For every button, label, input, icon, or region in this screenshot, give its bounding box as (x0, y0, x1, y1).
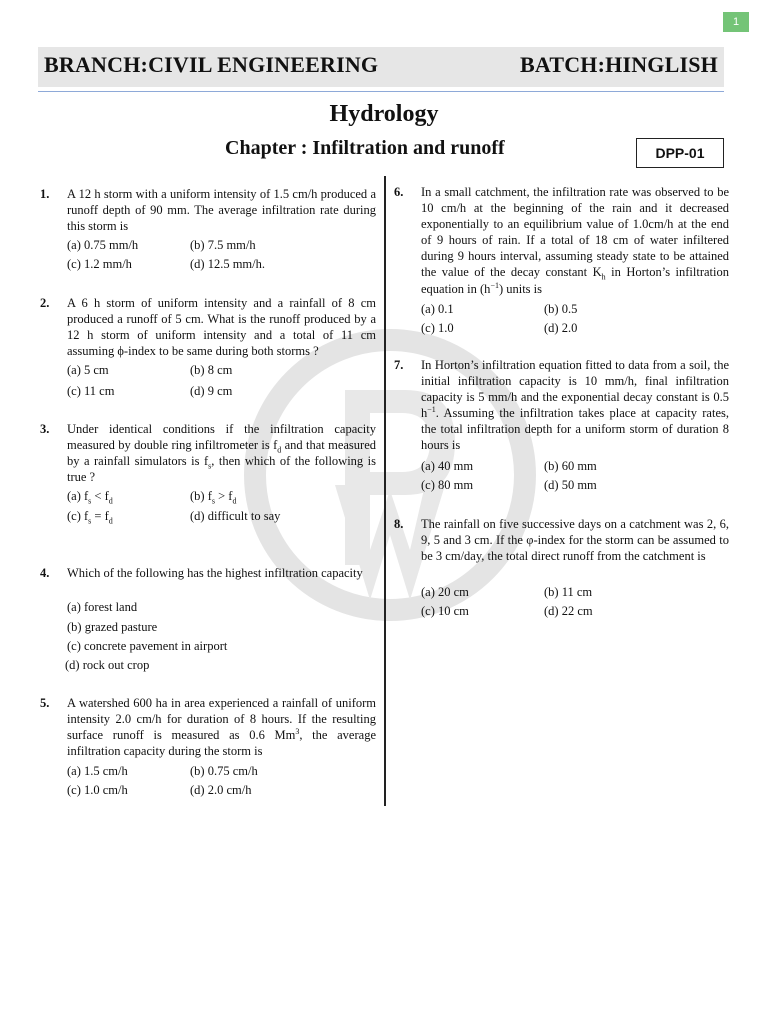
question-number: 8. (394, 517, 404, 531)
question-text: In a small catchment, the infiltration rate was observed to be 10 cm/h at the beginning of the rain and it decreased exponentially to an equilibrium value of 1.0cm/h at the end of 9 hours of rain. If a total of 18 cm of water infiltered during 9 hours interval, assuming steady state to be attained the value of the decay constant $K_h$ in Horton’s infiltration equation in $(h^{-1})$ units is (421, 185, 729, 296)
option-d: (d) difficult to say (190, 509, 281, 523)
option-c: (c) $f_s = f_d$ (67, 509, 113, 526)
option-c: (c) 80 mm (421, 478, 474, 492)
option-c: (c) 10 cm (421, 604, 469, 618)
question-number: 7. (394, 358, 404, 372)
option-b: (b) 8 cm (190, 363, 233, 377)
option-d: (d) 2.0 (544, 321, 578, 335)
branch-label: BRANCH:CIVIL ENGINEERING (44, 52, 379, 77)
option-a: (a) 5 cm (67, 363, 109, 377)
option-a: (a) 0.75 mm/h (67, 238, 139, 252)
option-c: (c) 1.0 cm/h (67, 783, 128, 797)
page-number: 1 (723, 12, 749, 32)
option-b: (b) 7.5 mm/h (190, 238, 256, 252)
subject-title: Hydrology (329, 101, 439, 127)
question-text: A 6 h storm of uniform intensity and a rainfall of 8 cm produced a runoff of 5 cm. What is the runoff produced by a 12 h storm of uniform intensity and a total of 11 cm assuming ϕ-index to be same during both storms ? (67, 296, 376, 359)
option-a: (a) 20 cm (421, 585, 469, 599)
option-b: (b) 60 mm (544, 459, 597, 473)
option-d: (d) rock out crop (65, 658, 150, 672)
option-b: (b) 11 cm (544, 585, 593, 599)
option-a: (a) 1.5 cm/h (67, 764, 128, 778)
header-bar (38, 47, 724, 87)
question-text: A watershed 600 ha in area experienced a rainfall of uniform intensity 2.0 cm/h for duration of 8 hours. If the resulting surface runoff is measured as 0.6 Mm$^3$, the average infiltration capacity during the storm is (67, 696, 376, 759)
option-a: (a) $f_s < f_d$ (67, 489, 113, 506)
question-number: 3. (40, 422, 50, 436)
question-text: In Horton’s infiltration equation fitted to data from a soil, the initial infiltration capacity is 10 mm/h, final infiltration capacity is 5 mm/h and the exponential decay constant is 0.5 $h^{-1}$. Assuming the infiltration takes place at capacity rates, the total infiltration depth for a uniform storm of duration 8 hours is (421, 358, 729, 453)
option-c: (c) 1.2 mm/h (67, 257, 132, 271)
question-number: 1. (40, 187, 50, 201)
option-c: (c) 1.0 (421, 321, 454, 335)
option-d: (d) 2.0 cm/h (190, 783, 252, 797)
option-c: (c) concrete pavement in airport (67, 639, 228, 653)
option-a: (a) forest land (67, 600, 138, 614)
question-number: 4. (40, 566, 50, 580)
option-a: (a) 0.1 (421, 302, 454, 316)
question-number: 5. (40, 696, 50, 710)
question-text: A 12 h storm with a uniform intensity of 1.5 cm/h produced a runoff depth of 90 mm. The average infiltration rate during this storm is (67, 187, 376, 234)
question-text: The rainfall on five successive days on a catchment was 2, 6, 9, 5 and 3 cm. If the φ-index for the storm can be assumed to be 3 cm/day, the total direct runoff from the catchment is (421, 517, 729, 564)
chapter-title: Chapter : Infiltration and runoff (225, 137, 505, 159)
option-d: (d) 22 cm (544, 604, 593, 618)
option-d: (d) 50 mm (544, 478, 597, 492)
question-text: Under identical conditions if the infiltration capacity measured by double ring infiltrometer is $f_d$ and that measured by a rainfall simulators is $f_s$, then which of the following is true ? (67, 422, 376, 485)
question-number: 6. (394, 185, 404, 199)
option-b: (b) grazed pasture (67, 620, 158, 634)
question-text: Which of the following has the highest infiltration capacity (67, 566, 363, 580)
column-divider (384, 176, 386, 806)
option-b: (b) 0.5 (544, 302, 578, 316)
option-b: (b) $f_s > f_d$ (190, 489, 237, 506)
dpp-badge: DPP-01 (636, 138, 724, 168)
option-d: (d) 12.5 mm/h. (190, 257, 265, 271)
option-d: (d) 9 cm (190, 384, 233, 398)
option-c: (c) 11 cm (67, 384, 115, 398)
header-rule (38, 91, 724, 92)
option-a: (a) 40 mm (421, 459, 474, 473)
question-number: 2. (40, 296, 50, 310)
option-b: (b) 0.75 cm/h (190, 764, 258, 778)
batch-label: BATCH:HINGLISH (520, 52, 718, 77)
